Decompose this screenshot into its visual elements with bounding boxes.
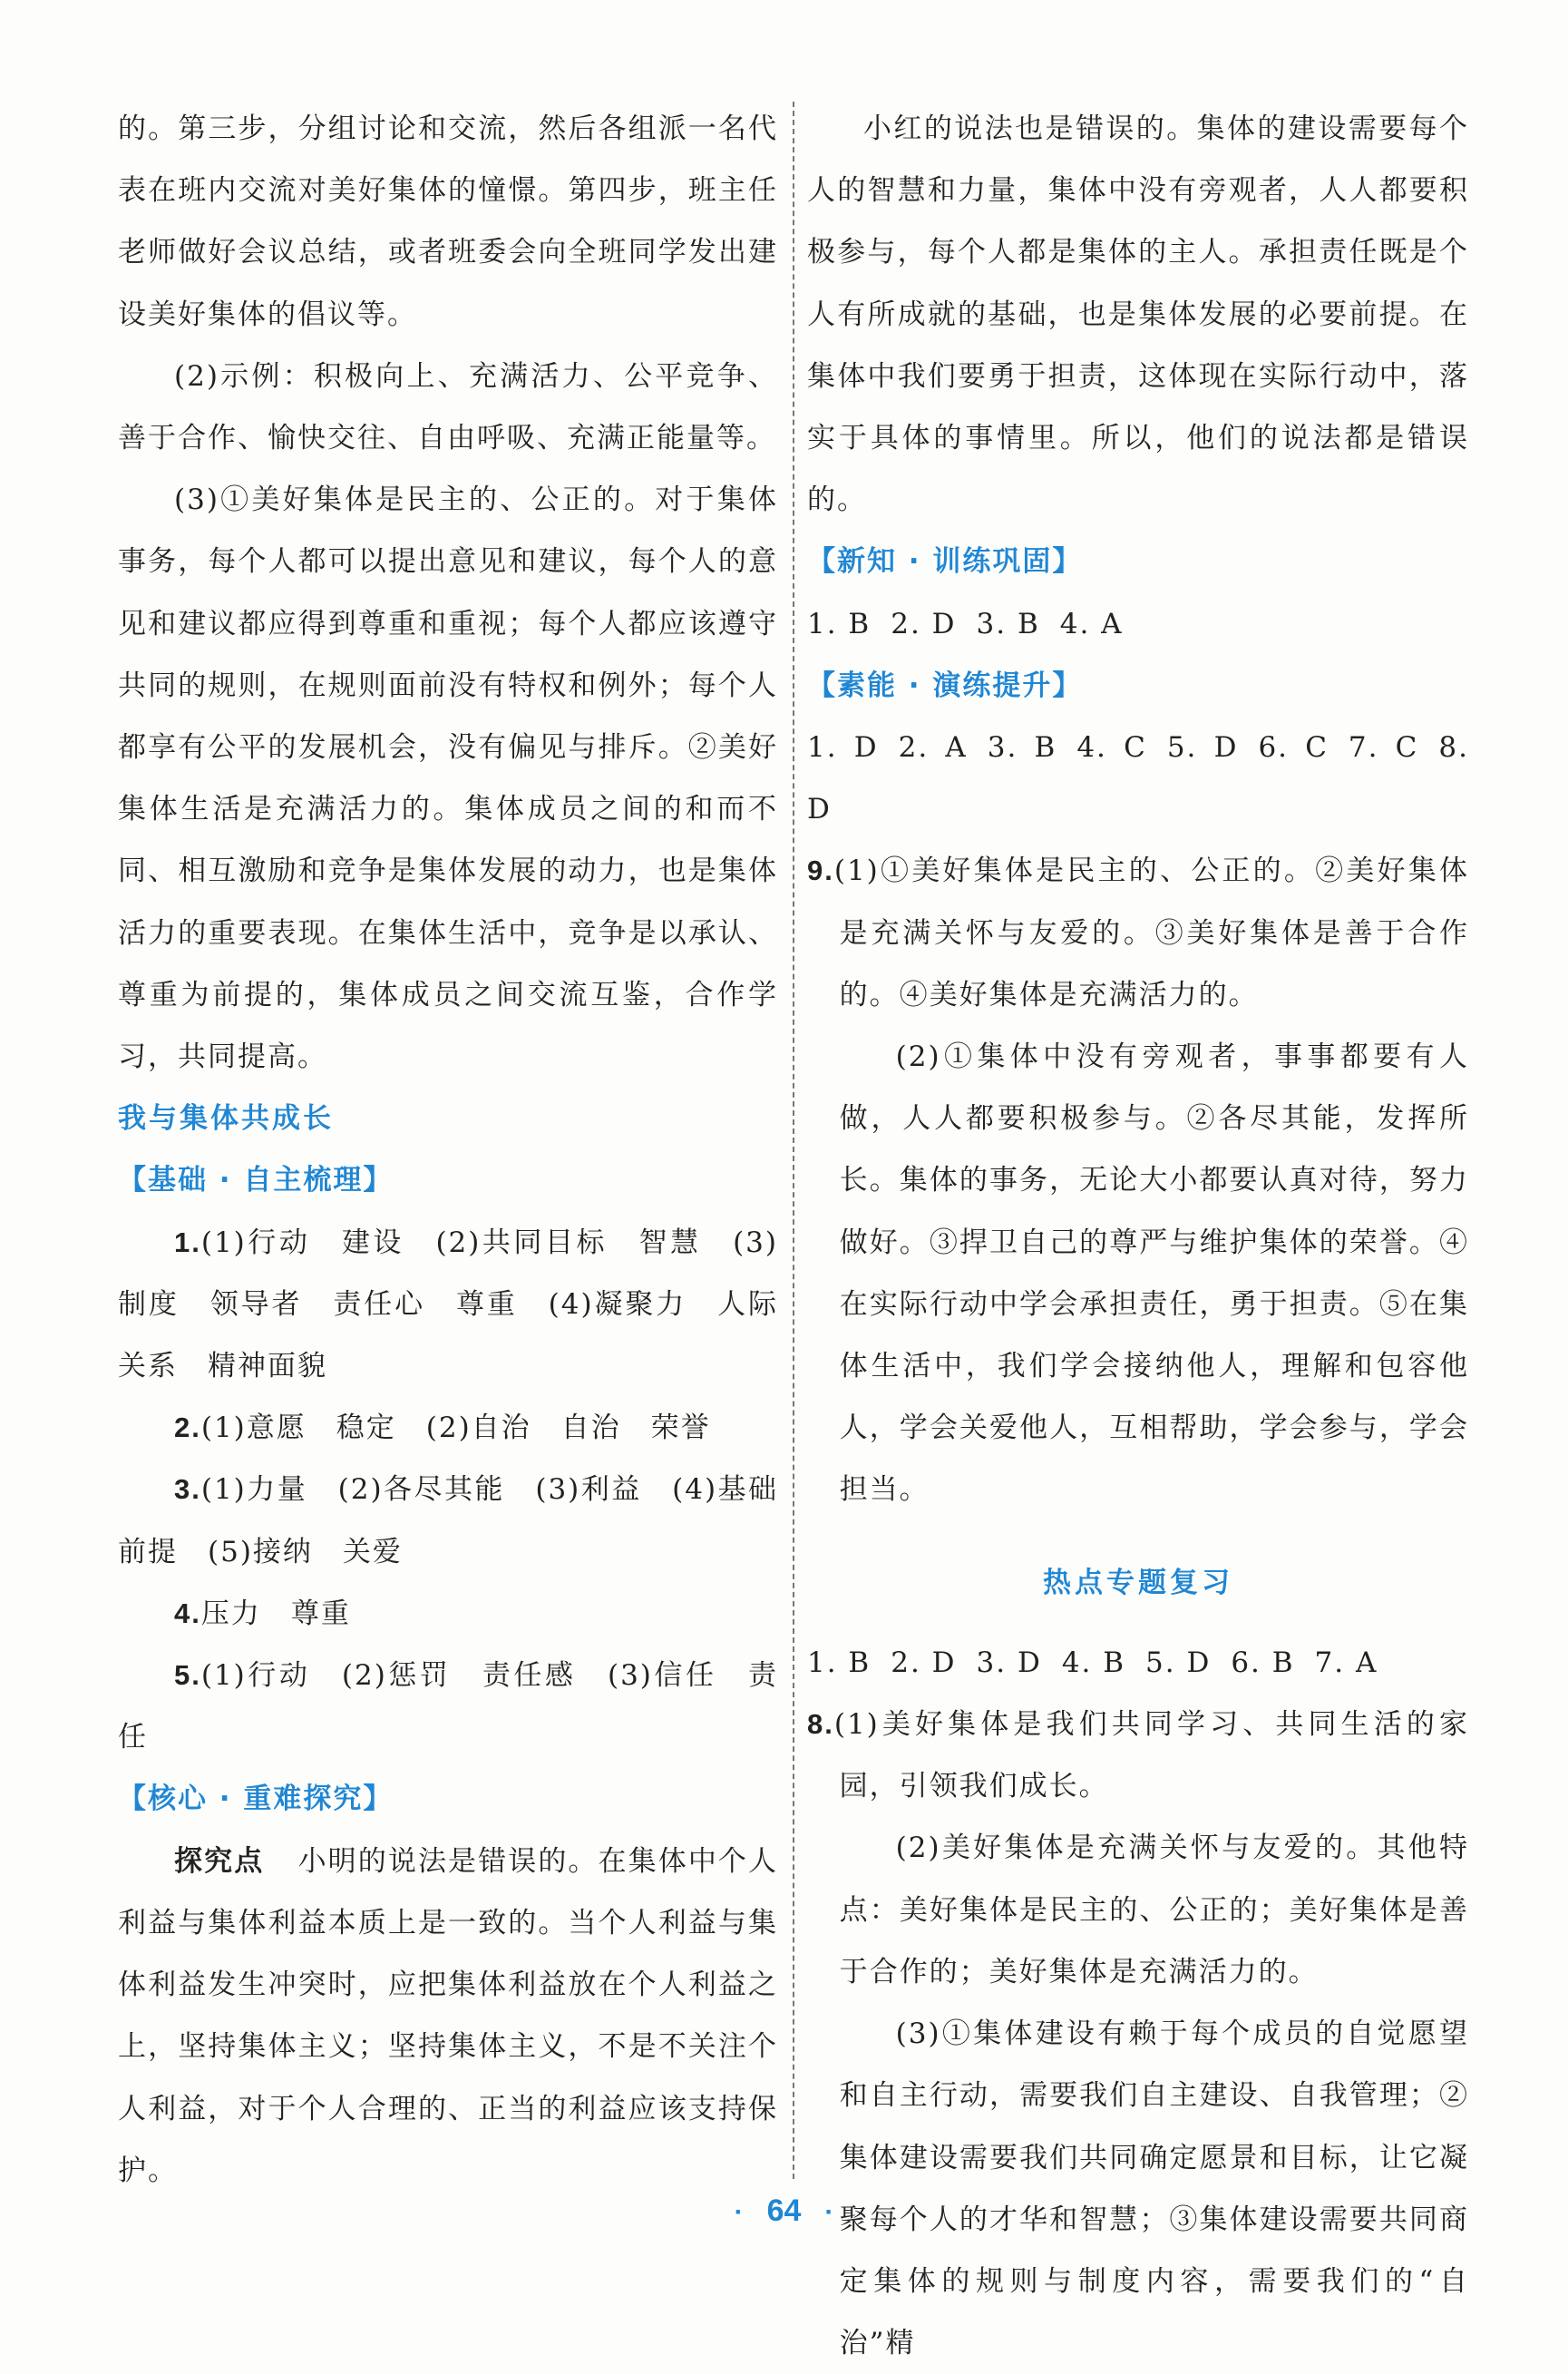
column-divider bbox=[793, 102, 794, 2179]
answer-choice: 3. B bbox=[976, 607, 1040, 640]
answer-text: (2)①集体中没有旁观者，事事都要有人做，人人都要积极参与。②各尽其能，发挥所长。集体的事务，无论大小都要认真对待，努力做好。③捍卫自己的尊严与维护集体的荣誉。④在实际行动中学会承担责任，勇于担责。⑤在集体生活中，我们学会接纳他人，理解和包容他人，学会关爱他人，互相帮助，学会参与，学会担当。 bbox=[839, 1040, 1469, 1507]
answer-text: (2)美好集体是充满关怀与友爱的。其他特点：美好集体是民主的、公正的；美好集体是善于合作的；美好集体是充满活力的。 bbox=[839, 1832, 1469, 1988]
answer-choice: 2. A bbox=[898, 731, 968, 765]
answer-row bbox=[807, 717, 1469, 840]
answer-row bbox=[807, 1632, 1469, 1694]
answer-choice: 8. D bbox=[807, 731, 1469, 826]
answer-choice: 4. C bbox=[1076, 731, 1147, 765]
answer-item bbox=[807, 1694, 1469, 1817]
explore-text: 小明的说法是错误的。在集体中个人利益与集体利益本质上是一致的。当个人利益与集体利益发生冲突时，应把集体利益放在个人利益之上，坚持集体主义；坚持集体主义，不是不关注个人利益，对于个人合理的、正当的利益应该支持保护。 bbox=[118, 1844, 779, 2187]
item-number: 1. bbox=[174, 1226, 201, 1258]
section-tag: 【基础 · 自主梳理】 bbox=[118, 1164, 394, 1197]
section-tag: 【素能 · 演练提升】 bbox=[807, 669, 1083, 702]
answer-choice: 6. B bbox=[1231, 1646, 1295, 1679]
answer-choice: 4. A bbox=[1059, 607, 1124, 640]
answer-item bbox=[807, 840, 1469, 1026]
answer-item bbox=[118, 1645, 778, 1768]
left-column bbox=[118, 98, 808, 2202]
answer-choice: 2. D bbox=[891, 1646, 957, 1679]
answer-text: (1)意愿 稳定 (2)自治 自治 荣誉 bbox=[200, 1412, 711, 1445]
answer-choice: 5. D bbox=[1166, 731, 1239, 765]
item-number: 5. bbox=[174, 1659, 201, 1692]
answer-item bbox=[118, 1459, 808, 1582]
section-tag: 【核心 · 重难探究】 bbox=[118, 1783, 394, 1816]
answer-choice: 2. D bbox=[891, 607, 957, 640]
answer-choice: 6. C bbox=[1258, 731, 1329, 765]
answer-row bbox=[807, 593, 1469, 655]
section-heading: 我与集体共成长 bbox=[118, 1102, 334, 1136]
item-number: 8. bbox=[807, 1708, 834, 1741]
section-tag: 【新知 · 训练巩固】 bbox=[807, 545, 1083, 579]
answer-choice: 1. D bbox=[807, 731, 879, 765]
answer-choice: 3. D bbox=[976, 1646, 1042, 1679]
answer-text: (1)行动 建设 (2)共同目标 智慧 (3)制度 领导者 责任心 尊重 (4)凝聚力 人际关系 精神面貌 bbox=[118, 1226, 778, 1383]
answer-text: (1)①美好集体是民主的、公正的。②美好集体是充满关怀与友爱的。③美好集体是善于合作的。④美好集体是充满活力的。 bbox=[833, 855, 1469, 1011]
item-number: 3. bbox=[174, 1473, 201, 1506]
answer-choice: 1. B bbox=[807, 1646, 872, 1679]
answer-text: 压力 尊重 bbox=[200, 1597, 351, 1630]
answer-choice: 4. B bbox=[1061, 1646, 1126, 1679]
right-column bbox=[807, 98, 1469, 2374]
answer-item bbox=[118, 1397, 778, 1459]
answer-item bbox=[118, 1212, 778, 1398]
answer-choice: 1. B bbox=[807, 607, 872, 640]
paragraph: (2)示例：积极向上、充满活力、公平竞争、善于合作、愉快交往、自由呼吸、充满正能量等。 bbox=[118, 359, 778, 455]
answer-choice: 7. A bbox=[1314, 1646, 1378, 1679]
answer-choice: 7. C bbox=[1348, 731, 1419, 765]
explore-label: 探究点 bbox=[174, 1844, 265, 1878]
answer-text: (1)美好集体是我们共同学习、共同生活的家园，引领我们成长。 bbox=[833, 1708, 1469, 1803]
answer-choice: 5. D bbox=[1145, 1646, 1212, 1679]
paragraph: 的。第三步，分组讨论和交流，然后各组派一名代表在班内交流对美好集体的憧憬。第四步，班主任老师做好会议总结，或者班委会向全班同学发出建设美好集体的倡议等。 bbox=[118, 112, 778, 331]
answer-text: (1)力量 (2)各尽其能 (3)利益 (4)基础 前提 (5)接纳 关爱 bbox=[118, 1473, 808, 1568]
answer-text: (3)①集体建设有赖于每个成员的自觉愿望和自主行动，需要我们自主建设、自我管理；②集体建设需要我们共同确定愿景和目标，让它凝聚每个人的才华和智慧；③集体建设需要共同商定集体的规则与制度内容，需要我们的“自治”精 bbox=[839, 2017, 1469, 2360]
answer-choice: 3. B bbox=[987, 731, 1057, 765]
paragraph: (3)①美好集体是民主的、公正的。对于集体事务，每个人都可以提出意见和建议，每个人的意见和建议都应得到尊重和重视；每个人都应该遵守共同的规则，在规则面前没有特权和例外；每个人都享有公平的发展机会，没有偏见与排斥。②美好集体生活是充满活力的。集体成员之间的和而不同、相互激励和竞争是集体发展的动力，也是集体活力的重要表现。在集体生活中，竞争是以承认、尊重为前提的，集体成员之间交流互鉴，合作学习，共同提高。 bbox=[118, 484, 778, 1074]
answer-text: (1)行动 (2)惩罚 责任感 (3)信任 责任 bbox=[118, 1659, 778, 1754]
page-number: · 64 · bbox=[734, 2193, 834, 2228]
section-heading: 热点专题复习 bbox=[1043, 1566, 1233, 1599]
item-number: 4. bbox=[174, 1597, 201, 1629]
item-number: 9. bbox=[807, 855, 834, 887]
paragraph bbox=[118, 1831, 778, 2202]
paragraph: 小红的说法也是错误的。集体的建设需要每个人的智慧和力量，集体中没有旁观者，人人都要积极参与，每个人都是集体的主人。承担责任既是个人有所成就的基础，也是集体发展的必要前提。在集体中我们要勇于担责，这体现在实际行动中，落实于具体的事情里。所以，他们的说法都是错误的。 bbox=[807, 112, 1469, 517]
page-number-text: 64 bbox=[766, 2193, 802, 2228]
item-number: 2. bbox=[174, 1412, 201, 1444]
answer-item bbox=[118, 1583, 778, 1645]
